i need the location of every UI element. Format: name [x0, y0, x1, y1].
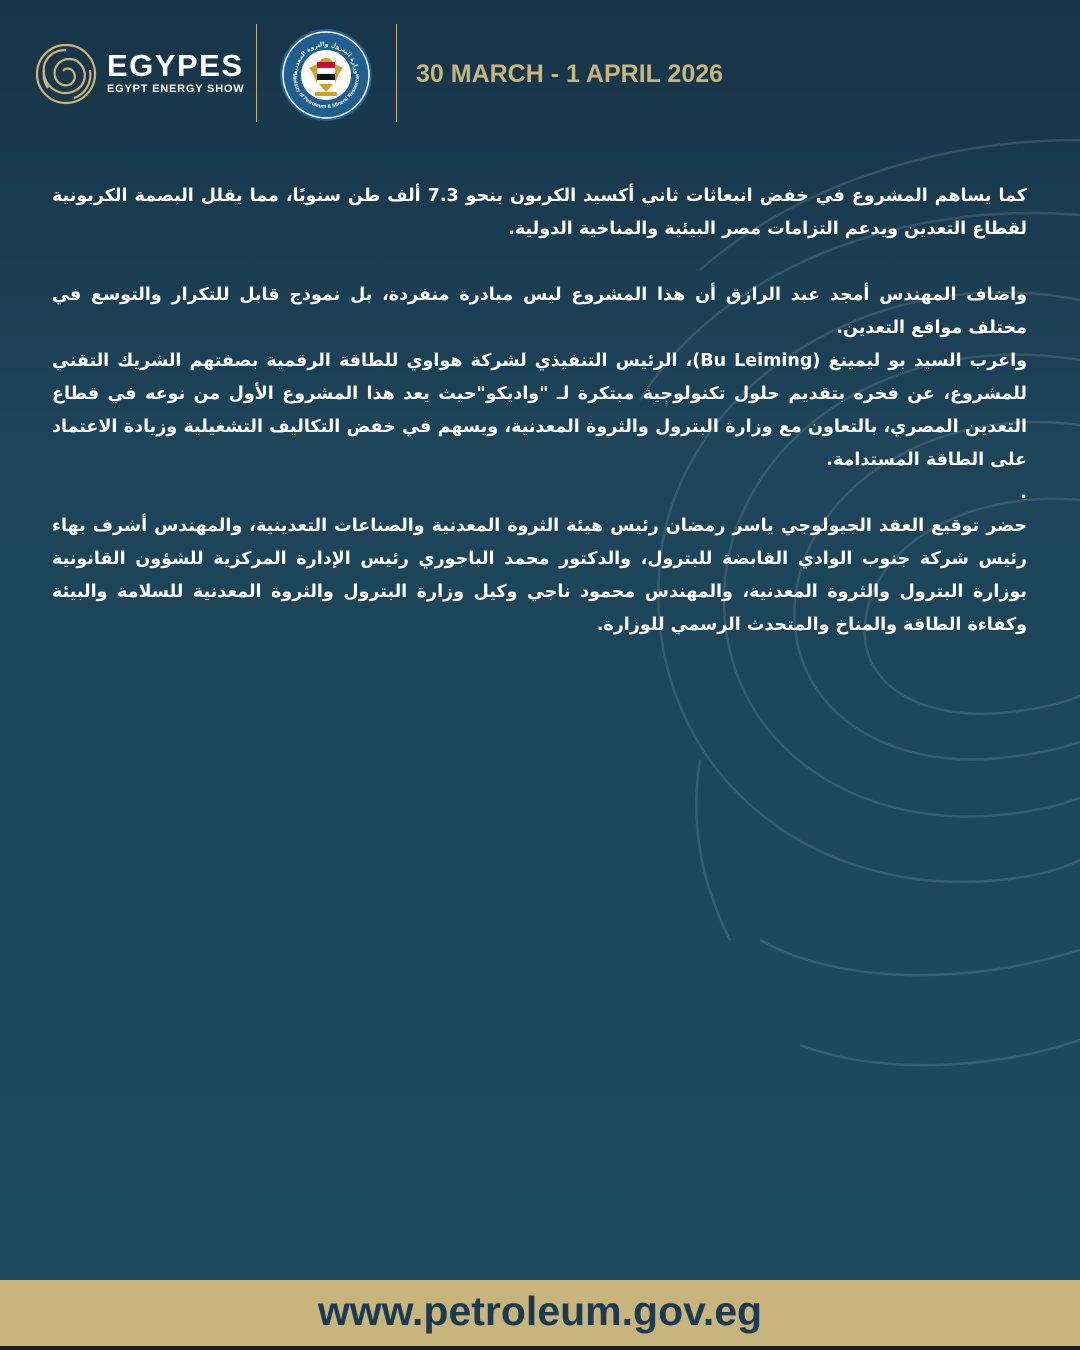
header-divider: [396, 24, 397, 122]
footer: [0, 1280, 1080, 1350]
article-paragraph: .: [1020, 483, 1027, 503]
article-paragraph: حضر توقيع العقد الجيولوجي ياسر رمضان رئيس هيئة الثروة المعدنية والصناعات التعدينية، والمهندس أشرف بهاء رئيس شركة جنوب الوادي القابضة للبترول، والدكتور محمد الباجوري رئيس الإدارة المركزية للشؤون القانونية بوزارة البترول والثروة المعدنية، والمهندس محمود ناجي وكيل وزارة البترول والثروة المعدنية للسلامة والبيئة وكفاءة الطاقة والمناخ والمتحدث الرسمي للوزارة.: [52, 516, 1027, 635]
article-paragraph: واعرب السيد بو ليمينغ (Bu Leiming)، الرئيس التنفيذي لشركة هواوي للطاقة الرقمية بصفتهم الشريك التقني للمشروع، عن فخره بتقديم حلول تكنولوجية مبتكرة لـ "واديكو"حيث يعد هذا المشروع الأول من نوعه في قطاع التعدين المصري، بالتعاون مع وزارة البترول والثروة المعدنية، ويسهم في خفض التكاليف التشغيلية وزيادة الاعتماد على الطاقة المستدامة.: [52, 351, 1027, 470]
article-paragraph: واضاف المهندس أمجد عبد الرازق أن هذا المشروع ليس مبادرة منفردة، بل نموذج قابل للتكرار والتوسع في مختلف مواقع التعدين.: [52, 285, 1027, 338]
seal-arabic-text: وزارة البترول والثروة المعدنية: [291, 40, 361, 75]
egypes-logo-icon: [34, 42, 98, 106]
brand-name: EGYPES: [107, 48, 244, 83]
header: [0, 0, 1080, 150]
header-divider: [256, 24, 257, 122]
article-paragraph: كما يساهم المشروع في خفض انبعاثات ثاني أكسيد الكربون بنحو 7.3 ألف طن سنويًا، مما يقلل البصمة الكربونية لقطاع التعدين ويدعم التزامات مصر البيئية والمناخية الدولية.: [52, 186, 1027, 239]
event-dates: 30 MARCH - 1 APRIL 2026: [416, 60, 724, 88]
ministry-seal-icon: [279, 28, 373, 122]
website-link[interactable]: www.petroleum.gov.eg: [317, 1288, 763, 1334]
brand-tagline: EGYPT ENERGY SHOW: [107, 83, 245, 95]
article-body: [52, 180, 1027, 642]
seal-english-text: Ministry of Petroleum & Mineral Resources: [290, 73, 362, 111]
footer-bottom-edge: [0, 1346, 1080, 1350]
